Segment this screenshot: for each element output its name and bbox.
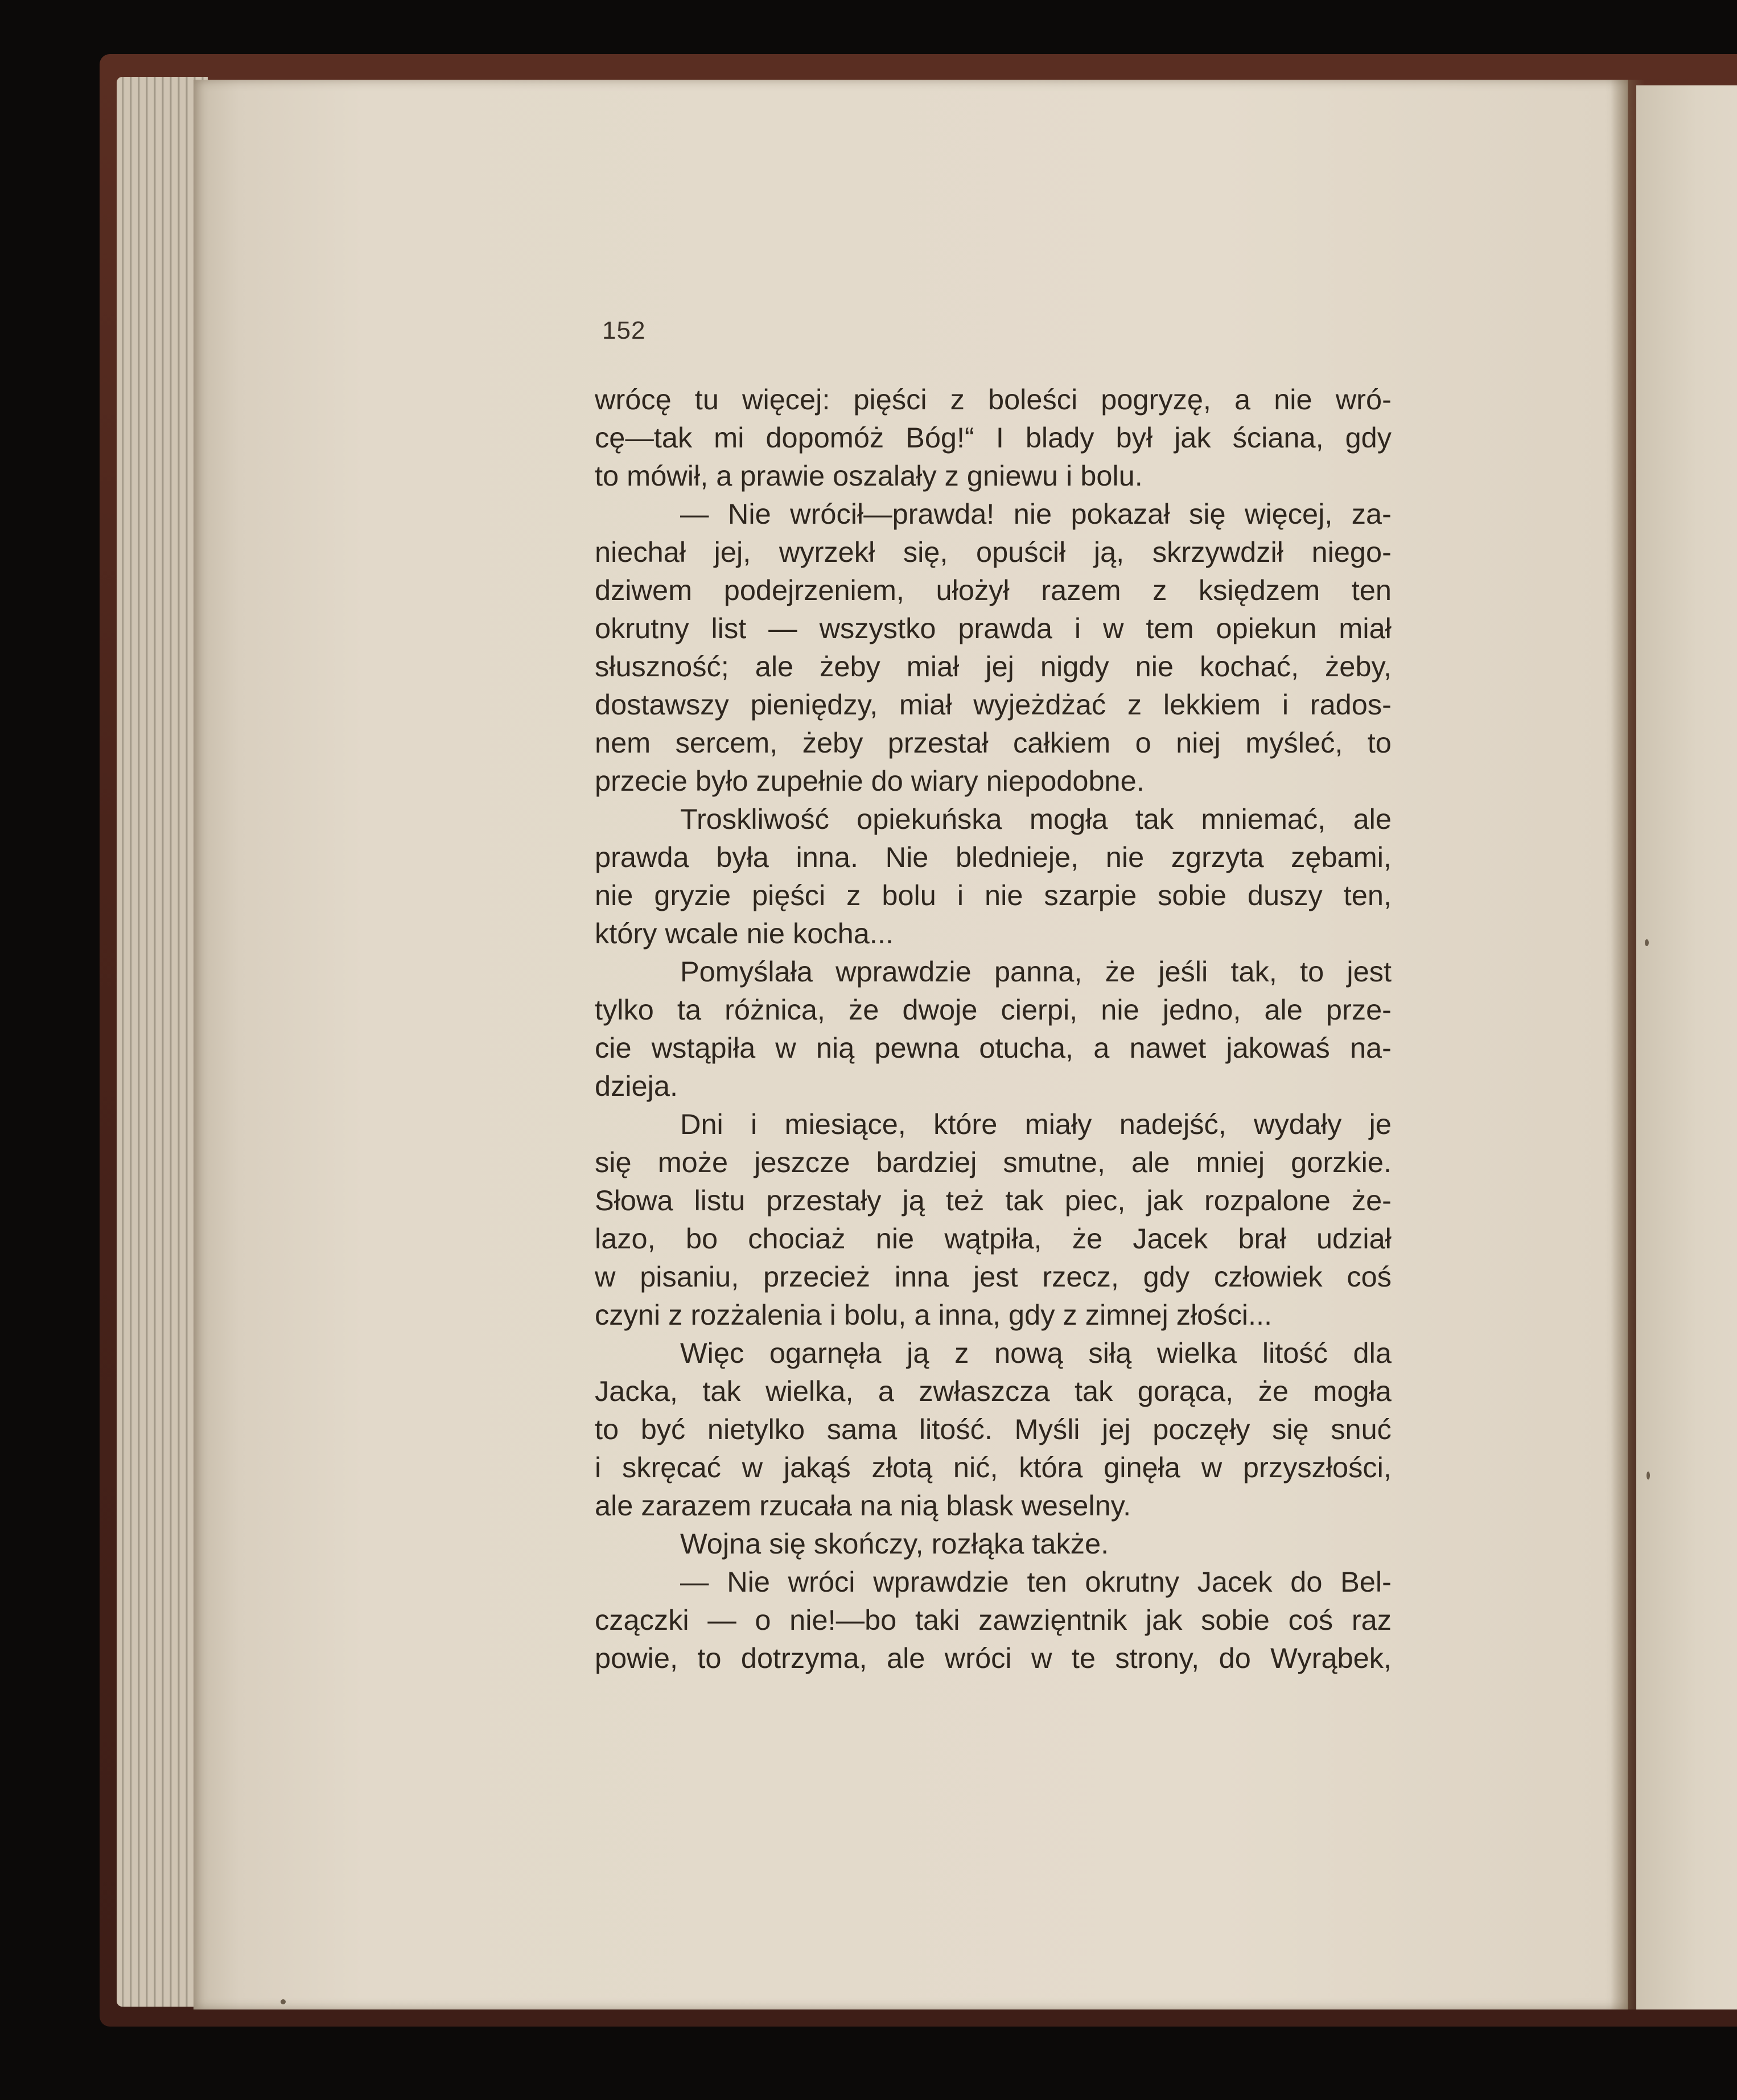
text-line: cę—tak mi dopomóż Bóg!“ I blady był jak ściana, gdy bbox=[595, 421, 1392, 454]
body-text bbox=[595, 380, 1392, 1677]
text-line: prawda była inna. Nie blednieje, nie zgrzyta zębami, bbox=[595, 841, 1392, 873]
text-line: Troskliwość opiekuńska mogła tak mniemać, ale bbox=[680, 803, 1392, 835]
text-line-content: przecie było zupełnie do wiary niepodobne. bbox=[595, 765, 1145, 797]
text-line: to być nietylko sama litość. Myśli jej poczęły się snuć bbox=[595, 1413, 1392, 1445]
text-line bbox=[595, 1486, 1392, 1524]
text-line: — Nie wrócił—prawda! nie pokazał się więcej, za- bbox=[680, 498, 1392, 530]
text-line: cie wstąpiła w nią pewna otucha, a nawet jakowaś na- bbox=[595, 1031, 1392, 1064]
text-line bbox=[595, 1524, 1392, 1563]
text-line: Jacka, tak wielka, a zwłaszcza tak gorąca, że mogła bbox=[595, 1375, 1392, 1407]
text-line-content: który wcale nie kocha... bbox=[595, 917, 894, 950]
text-line: wrócę tu więcej: pięści z boleści pogryzę, a nie wró- bbox=[595, 383, 1392, 416]
text-line bbox=[595, 457, 1392, 495]
text-line-content: to mówił, a prawie oszalały z gniewu i bolu. bbox=[595, 459, 1143, 492]
text-line bbox=[595, 762, 1392, 800]
text-line: Słowa listu przestały ją też tak piec, jak rozpalone że- bbox=[595, 1184, 1392, 1217]
right-page-edge bbox=[1636, 85, 1737, 2009]
text-line: niechał jej, wyrzekł się, opuścił ją, skrzywdził niego- bbox=[595, 536, 1392, 568]
text-line: w pisaniu, przecież inna jest rzecz, gdy człowiek coś bbox=[595, 1260, 1392, 1293]
text-line: Pomyślała wprawdzie panna, że jeśli tak, to jest bbox=[680, 955, 1392, 988]
text-line: słuszność; ale żeby miał jej nigdy nie kochać, żeby, bbox=[595, 650, 1392, 683]
page-number: 152 bbox=[602, 317, 646, 344]
text-line: lazo, bo chociaż nie wątpiła, że Jacek brał udział bbox=[595, 1222, 1392, 1255]
text-line: czączki — o nie!—bo taki zawzięntnik jak sobie coś raz bbox=[595, 1604, 1392, 1636]
paper-speck bbox=[1647, 1472, 1650, 1480]
text-line: — Nie wróci wprawdzie ten okrutny Jacek do Bel- bbox=[680, 1565, 1392, 1598]
text-line-content: czyni z rozżalenia i bolu, a inna, gdy z zimnej złości... bbox=[595, 1298, 1273, 1331]
text-line: dziwem podejrzeniem, ułożył razem z księdzem ten bbox=[595, 574, 1392, 606]
text-line-content: Wojna się skończy, rozłąka także. bbox=[680, 1527, 1109, 1560]
text-line: dostawszy pieniędzy, miał wyjeżdżać z lekkiem i rados- bbox=[595, 688, 1392, 721]
text-line: i skręcać w jakąś złotą nić, która ginęła w przyszłości, bbox=[595, 1451, 1392, 1483]
text-line: tylko ta różnica, że dwoje cierpi, nie jedno, ale prze- bbox=[595, 993, 1392, 1026]
text-line bbox=[595, 1067, 1392, 1105]
text-line: nie gryzie pięści z bolu i nie szarpie sobie duszy ten, bbox=[595, 879, 1392, 911]
text-line: okrutny list — wszystko prawda i w tem opiekun miał bbox=[595, 612, 1392, 644]
text-line: Dni i miesiące, które miały nadejść, wydały je bbox=[680, 1108, 1392, 1140]
text-line-content: ale zarazem rzucała na nią blask weselny. bbox=[595, 1489, 1131, 1522]
text-line: Więc ogarnęła ją z nową siłą wielka litość dla bbox=[680, 1337, 1392, 1369]
text-line-content: dzieja. bbox=[595, 1070, 678, 1102]
paper-speck bbox=[281, 1999, 286, 2004]
text-line: nem sercem, żeby przestał całkiem o niej myśleć, to bbox=[595, 726, 1392, 759]
text-line bbox=[595, 1296, 1392, 1334]
text-line: się może jeszcze bardziej smutne, ale mniej gorzkie. bbox=[595, 1146, 1392, 1178]
text-line: powie, to dotrzyma, ale wróci w te strony, do Wyrąbek, bbox=[595, 1642, 1392, 1674]
text-line bbox=[595, 914, 1392, 952]
paper-speck bbox=[1645, 939, 1649, 946]
